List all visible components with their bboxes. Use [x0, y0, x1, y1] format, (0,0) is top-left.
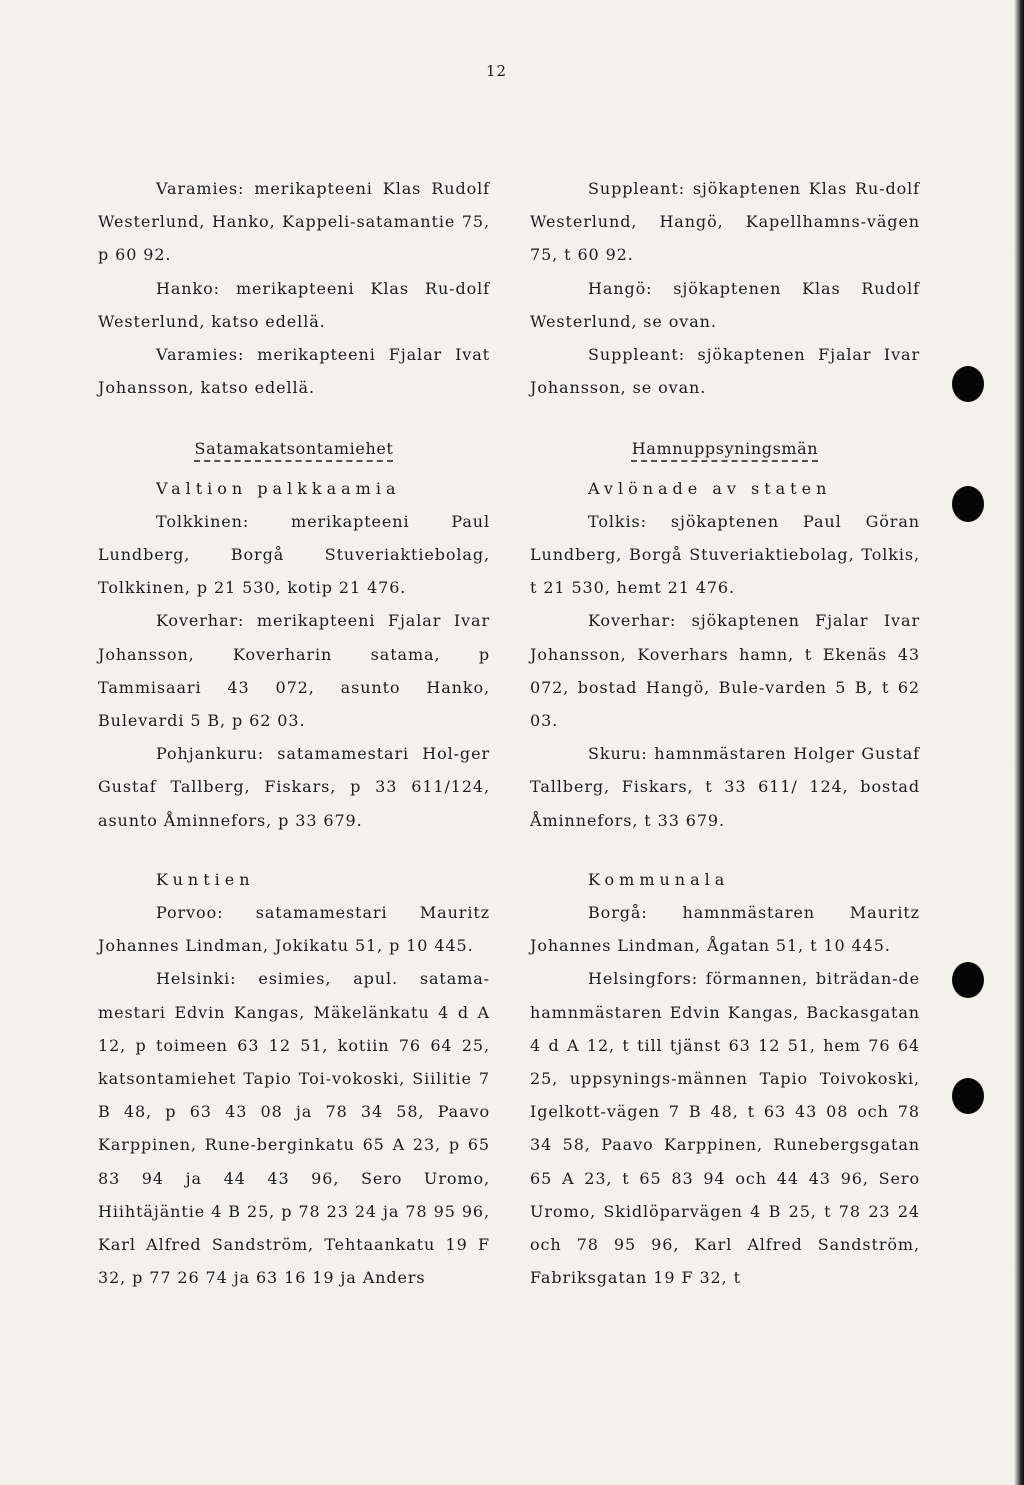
paragraph-substitute-2: Varamies: merikapteeni Fjalar Ivat Johansson, katso edellä. [98, 345, 490, 398]
paragraph-koverhar: Koverhar: sjökaptenen Fjalar Ivar Johansson, Koverhars hamn, t Ekenäs 43 072, bostad Hangö, Bule-varden 5 B, t 62 03. [530, 611, 920, 731]
paragraph-hango: Hangö: sjökaptenen Klas Rudolf Westerlund, se ovan. [530, 278, 920, 331]
subsection-heading-state: Avlönade av staten [588, 478, 832, 498]
subsection-heading-municipal: Kuntien [156, 869, 255, 889]
paragraph-suppleant: Suppleant: sjökaptenen Klas Ru-dolf Westerlund, Hangö, Kapellhamns-vägen 75, t 60 92. [530, 179, 920, 265]
paragraph-koverhar: Koverhar: merikapteeni Fjalar Ivar Johansson, Koverharin satama, p Tammisaari 43 072, asunto Hanko, Bulevardi 5 B, p 62 03. [98, 611, 490, 731]
section-heading: Hamnuppsyningsmän [631, 439, 819, 459]
page-edge [1014, 0, 1024, 1485]
paragraph-porvoo: Porvoo: satamamestari Mauritz Johannes Lindman, Jokikatu 51, p 10 445. [98, 903, 490, 956]
page-number: 12 [486, 62, 508, 80]
paragraph-hanko: Hanko: merikapteeni Klas Ru-dolf Westerlund, katso edellä. [98, 278, 490, 331]
swedish-column [530, 172, 920, 1295]
paragraph-skuru: Skuru: hamnmästaren Holger Gustaf Tallberg, Fiskars, t 33 611/ 124, bostad Åminnefors, t 33 679. [530, 744, 920, 830]
paragraph-tolkis: Tolkis: sjökaptenen Paul Göran Lundberg, Borgå Stuveriaktiebolag, Tolkis, t 21 530, hemt 21 476. [530, 511, 920, 598]
paragraph-suppleant-2: Suppleant: sjökaptenen Fjalar Ivar Johansson, se ovan. [530, 345, 920, 398]
paragraph-tolkkinen: Tolkkinen: merikapteeni Paul Lundberg, Borgå Stuveriaktiebolag, Tolkkinen, p 21 530, kotip 21 476. [98, 511, 490, 598]
paragraph-substitute: Varamies: merikapteeni Klas Rudolf Westerlund, Hanko, Kappeli-satamantie 75, p 60 92. [98, 179, 490, 265]
paragraph-helsinki: Helsinki: esimies, apul. satama-mestari Edvin Kangas, Mäkelänkatu 4 d A 12, p toimeen 63 12 51, kotiin 76 64 25, katsontamiehet Tapio Toi-vokoski, Siilitie 7 B 48, p 63 43 08 ja 78 34 58, Paavo Karppinen, Rune-berginkatu 65 A 23, p 65 83 94 ja 44 43 96, Sero Uromo, Hiihtäjäntie 4 B 25, p 78 23 24 ja 78 95 96, Karl Alfred Sandström, Tehtaankatu 19 F 32, p 77 26 74 ja 63 16 19 ja Anders [98, 969, 490, 1288]
paragraph-helsingfors: Helsingfors: förmannen, biträdan-de hamnmästaren Edvin Kangas, Backasgatan 4 d A 12, t till tjänst 63 12 51, hem 76 64 25, uppsynings-männen Tapio Toivokoski, Igelkott-vägen 7 B 48, t 63 43 08 och 78 34 58, Paavo Karppinen, Runebergsgatan 65 A 23, t 65 83 94 och 44 43 96, Sero Uromo, Skidlöparvägen 4 B 25, t 78 23 24 och 78 95 96, Karl Alfred Sandström, Fabriksgatan 19 F 32, t [530, 969, 920, 1288]
paragraph-borga: Borgå: hamnmästaren Mauritz Johannes Lindman, Ågatan 51, t 10 445. [530, 903, 920, 956]
punch-hole-icon [952, 486, 984, 522]
subsection-heading-state: Valtion palkkaamia [156, 478, 401, 498]
punch-hole-icon [952, 962, 984, 998]
section-heading: Satamakatsontamiehet [194, 439, 394, 459]
punch-hole-icon [952, 1078, 984, 1114]
subsection-heading-municipal: Kommunala [588, 869, 730, 889]
finnish-column [98, 172, 490, 1295]
paragraph-pohjankuru: Pohjankuru: satamamestari Hol-ger Gustaf Tallberg, Fiskars, p 33 611/124, asunto Åminnefors, p 33 679. [98, 744, 490, 830]
punch-hole-icon [952, 366, 984, 402]
